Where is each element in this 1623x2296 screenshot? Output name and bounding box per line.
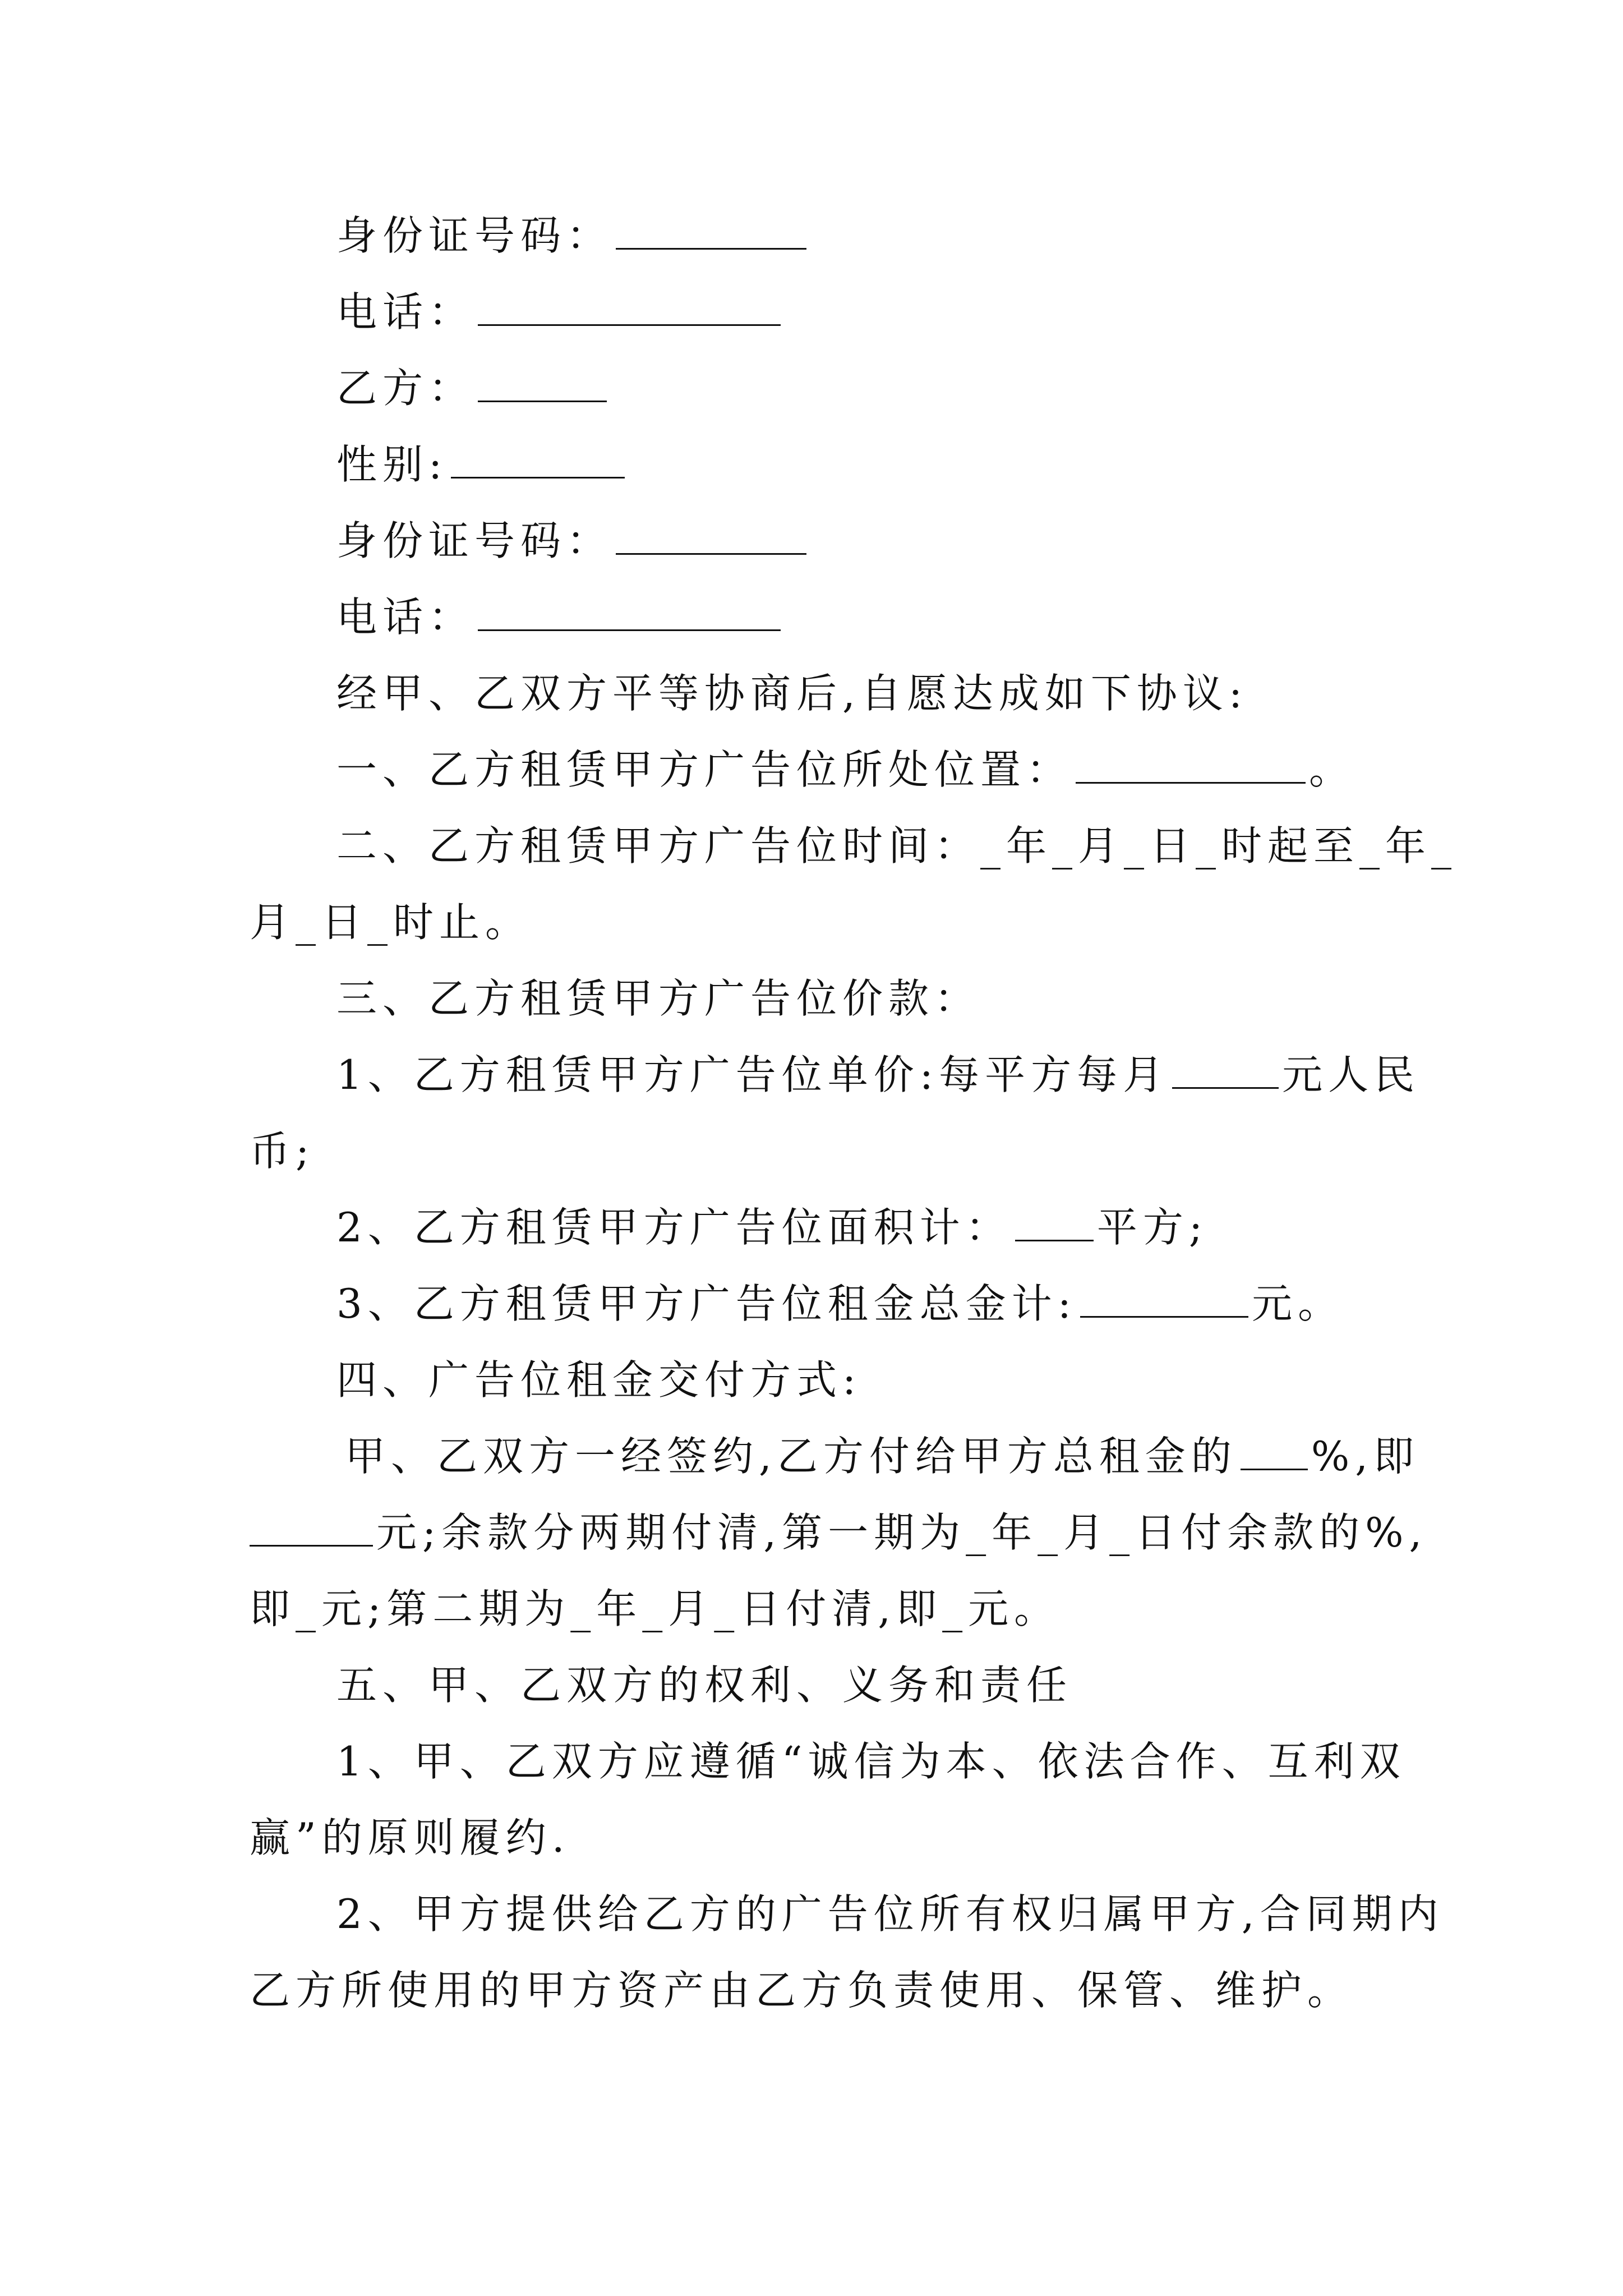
paragraph-text: 2、乙方租赁甲方广告位面积计： (336, 1204, 1012, 1251)
paragraph-text: 乙方所使用的甲方资产由乙方负责使用、保管、维护。 (250, 1967, 1354, 2014)
paragraph-text: 3、乙方租赁甲方广告位租金总金计: (336, 1280, 1077, 1327)
gender-line (336, 438, 628, 491)
clause-3-price-heading (336, 972, 980, 1025)
paragraph-text: 即_元;第二期为_年_月_日付清,即_元。 (250, 1585, 1061, 1632)
paragraph-text: 五、甲、乙双方的权利、义务和责任 (336, 1662, 1073, 1709)
clause-5-heading (336, 1658, 1072, 1712)
gender-label: 性别: (336, 441, 448, 488)
unit-price-blank (1172, 1048, 1279, 1089)
phone-label: 电话： (336, 288, 475, 335)
gender-blank (451, 438, 625, 478)
clause-3-2-area (336, 1200, 1208, 1254)
party-b-label: 乙方： (336, 365, 475, 412)
clause-4-payment-cont-1 (250, 1506, 1427, 1559)
id-number-line-party-a (336, 209, 810, 263)
clause-1-location (336, 743, 1355, 797)
paragraph-text: 月_日_时止。 (250, 899, 532, 946)
id-number-label: 身份证号码： (336, 517, 613, 564)
paragraph-text: 三、乙方租赁甲方广告位价款： (336, 975, 981, 1022)
phone-label: 电话： (336, 593, 475, 641)
clause-3-3-total (336, 1277, 1344, 1331)
phone-blank (478, 285, 781, 326)
paragraph-text: 1、乙方租赁甲方广告位单价:每平方每月 (336, 1051, 1169, 1098)
location-blank (1076, 743, 1306, 784)
clause-4-payment-text (345, 1429, 1419, 1483)
clause-4-payment-heading (336, 1353, 861, 1407)
area-blank (1015, 1200, 1094, 1241)
paragraph-text: 2、甲方提供给乙方的广告位所有权归属甲方,合同期内 (336, 1890, 1444, 1938)
paragraph-text: 。 (1309, 746, 1355, 793)
clause-2-time (336, 819, 1457, 873)
paragraph-text: 平方; (1096, 1204, 1209, 1251)
clause-3-1-unit-price (336, 1048, 1420, 1102)
percent-blank (1241, 1429, 1308, 1470)
clause-5-2-cont (250, 1963, 1353, 2017)
clause-3-1-cont (250, 1124, 315, 1178)
id-number-blank (616, 514, 806, 555)
paragraph-text: 元。 (1252, 1280, 1344, 1327)
paragraph-text: 元人民 (1282, 1051, 1421, 1098)
paragraph-text: 币; (250, 1128, 315, 1175)
party-b-line (336, 361, 610, 415)
party-b-blank (478, 361, 607, 402)
clause-5-1 (336, 1734, 1406, 1788)
total-rent-blank (1080, 1277, 1248, 1318)
phone-blank (478, 590, 781, 631)
phone-line-party-b (336, 590, 784, 644)
paragraph-text: 经甲、乙双方平等协商后,自愿达成如下协议: (336, 670, 1248, 717)
clause-5-2 (336, 1887, 1444, 1941)
id-number-blank (616, 209, 806, 250)
clause-5-1-cont (250, 1811, 570, 1865)
phone-line-party-a (336, 285, 784, 339)
paragraph-text: 赢”的原则履约. (250, 1814, 570, 1861)
paragraph-text: 一、乙方租赁甲方广告位所处位置： (336, 746, 1073, 793)
clause-4-payment-cont-2 (250, 1582, 1060, 1636)
agreement-intro (336, 666, 1248, 720)
id-number-label: 身份证号码： (336, 212, 613, 259)
paragraph-text: 1、甲、乙双方应遵循“诚信为本、依法合作、互利双 (336, 1738, 1406, 1785)
id-number-line-party-b (336, 514, 810, 568)
amount-blank (250, 1506, 373, 1547)
paragraph-text: %,即 (1311, 1433, 1420, 1480)
paragraph-text: 元;余款分两期付清,第一期为_年_月_日付余款的%, (376, 1509, 1428, 1556)
clause-2-time-cont (250, 895, 531, 949)
paragraph-text: 二、乙方租赁甲方广告位时间：_年_月_日_时起至_年_ (336, 822, 1458, 869)
paragraph-text: 四、广告位租金交付方式: (336, 1356, 862, 1404)
paragraph-text: 甲、乙双方一经签约,乙方付给甲方总租金的 (345, 1433, 1237, 1480)
